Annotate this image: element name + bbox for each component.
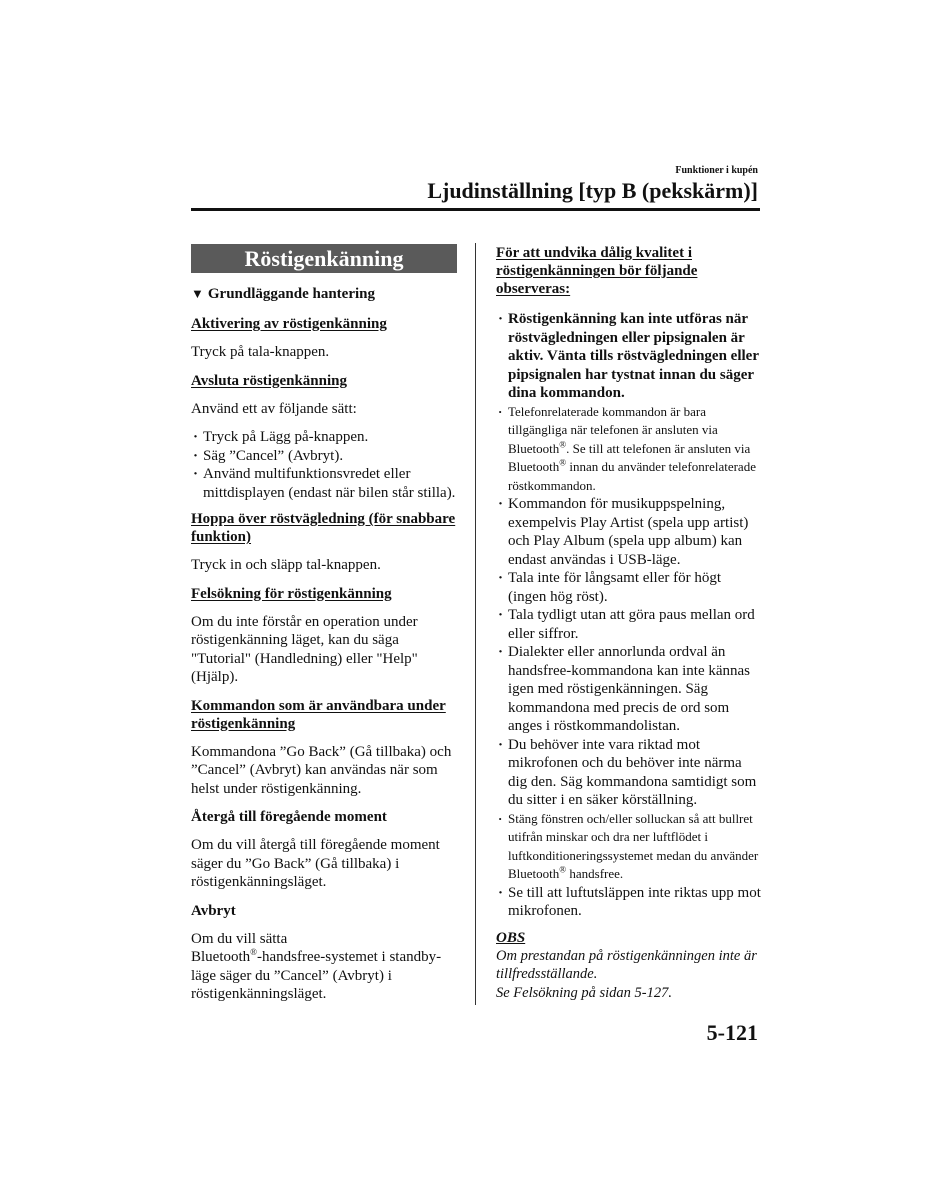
activate-text: Tryck på tala-knappen. <box>191 344 330 360</box>
registered-mark: ® <box>250 947 258 957</box>
cancel-heading: Avbryt <box>191 902 236 919</box>
end-heading: Avsluta röstigenkänning <box>191 372 348 389</box>
right-column <box>496 244 762 1002</box>
list-item: · Säg ”Cancel” (Avbryt). <box>191 447 457 466</box>
quality-list <box>496 310 762 921</box>
list-item: · Tryck på Lägg på-knappen. <box>191 428 457 447</box>
list-item: · Du behöver inte vara riktad mot mikrofonen och du behöver inte närma dig den. Säg kommandona samtidigt som du sitter i en säker körställning. <box>496 736 762 810</box>
section-banner: Röstigenkänning <box>191 244 457 273</box>
back-text: Om du vill återgå till föregående moment säger du ”Go Back” (Gå tillbaka) i röstigenkänningsläget. <box>191 837 440 890</box>
activate-heading: Aktivering av röstigenkänning <box>191 316 387 332</box>
left-column <box>191 244 457 1014</box>
chapter-label: Funktioner i kupén <box>675 165 758 176</box>
cancel-text-1: Om du vill sätta <box>191 930 288 947</box>
column-divider <box>475 243 476 1005</box>
subsection-heading <box>191 285 457 303</box>
cancel-text-2a: Bluetooth <box>191 949 251 965</box>
registered-mark: ® <box>559 864 567 875</box>
skip-heading: Hoppa över röstvägledning (för snabbare funktion) <box>191 511 456 545</box>
list-item: · Röstigenkänning kan inte utföras när röstvägledningen eller pipsignalen är aktiv. Vänta tills röstvägledningen eller pipsignalen har tystnat innan du säger dina kommandon. <box>496 310 762 403</box>
page-title: Ljudinställning [typ B (pekskärm)] <box>427 178 758 203</box>
obs-text-1: Om prestandan på röstigenkänningen inte är tillfredsställande. <box>496 947 757 982</box>
end-list <box>191 428 457 502</box>
item2-part-b: . Se till att telefonen är ansluten via Bluetooth <box>508 440 751 474</box>
triangle-down-icon: ▼ <box>191 286 204 301</box>
list-item <box>496 403 762 496</box>
obs-text-2: Se Felsökning på sidan 5-127. <box>496 984 672 1001</box>
list-item: · Tala inte för långsamt eller för högt (ingen hög röst). <box>496 569 762 606</box>
registered-mark: ® <box>559 457 567 468</box>
trouble-heading: Felsökning för röstigenkänning <box>191 585 392 602</box>
obs-label: OBS <box>496 929 526 946</box>
end-text: Använd ett av följande sätt: <box>191 400 357 417</box>
subsection-heading-text: Grundläggande hantering <box>207 286 375 302</box>
skip-text: Tryck in och släpp tal-knappen. <box>191 557 381 573</box>
list-item: · Använd multifunktionsvredet eller mittdisplayen (endast när bilen står stilla). <box>191 465 457 502</box>
title-rule <box>191 208 760 211</box>
list-item <box>496 810 762 884</box>
trouble-text: Om du inte förstår en operation under röstigenkänning läget, kan du säga "Tutorial" (Handledning) eller "Help" (Hjälp). <box>191 613 418 685</box>
item2-part-c: innan du använder telefonrelaterade röstkommandon. <box>508 459 756 493</box>
list-item: · Se till att luftutsläppen inte riktas upp mot mikrofonen. <box>496 884 762 921</box>
cancel-text-2b: -handsfree-systemet i standby-läge säger du ”Cancel” (Avbryt) i röstigenkänningsläget. <box>191 949 442 1002</box>
item8-part-a: Stäng fönstren och/eller solluckan så att bullret utifrån minskar och dra ner luftflödet i luftkonditioneringssystemet medan du använder Bluetooth <box>508 810 759 881</box>
list-item: · Kommandon för musikuppspelning, exempelvis Play Artist (spela upp artist) och Play Album (spela upp album) kan endast användas i USB-läge. <box>496 495 762 569</box>
registered-mark: ® <box>559 439 567 450</box>
cancel-text <box>191 930 457 1004</box>
item8-part-b: handsfree. <box>566 866 624 881</box>
commands-text: Kommandona ”Go Back” (Gå tillbaka) och ”Cancel” (Avbryt) kan användas när som helst under röstigenkänning. <box>191 743 452 797</box>
commands-heading: Kommandon som är användbara under röstigenkänning <box>191 697 446 732</box>
list-item: · Tala tydligt utan att göra paus mellan ord eller siffror. <box>496 606 762 643</box>
list-item: · Dialekter eller annorlunda ordval än handsfree-kommandona kan inte kännas igen med röstigenkänningen. Säg kommandona med precis de ord som anges i röstkommandolistan. <box>496 643 762 736</box>
item2-part-a: Telefonrelaterade kommandon är bara tillgängliga när telefonen är ansluten via Bluetooth <box>508 403 718 456</box>
page-number: 5-121 <box>706 1020 758 1045</box>
quality-heading: För att undvika dålig kvalitet i röstigenkänningen bör följande observeras: <box>496 245 698 297</box>
back-heading: Återgå till föregående moment <box>191 809 387 825</box>
